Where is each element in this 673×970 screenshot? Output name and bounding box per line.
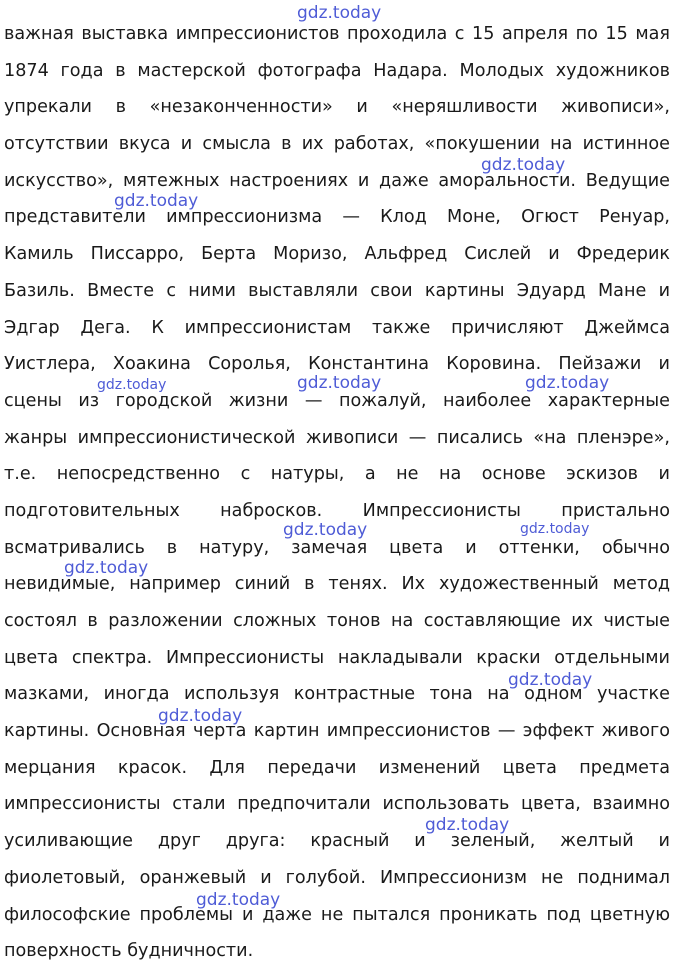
text-line: 1874 года в мастерской фотографа Надара. Молодых художников	[4, 60, 670, 81]
document-text	[4, 16, 670, 970]
text-line: усиливающие друг друга: красный и зеленый, желтый и	[4, 831, 670, 852]
text-line: цвета спектра. Импрессионисты накладывали краски отдельными	[4, 647, 670, 668]
watermark: gdz.today	[283, 520, 368, 540]
watermark: gdz.today	[508, 670, 593, 690]
text-line: жанры импрессионистической живописи — писались «на пленэре»,	[4, 427, 670, 448]
text-line: представители импрессионизма — Клод Моне, Огюст Ренуар,	[4, 207, 670, 228]
text-line: состоял в разложении сложных тонов на составляющие их чистые	[4, 611, 670, 631]
text-line: невидимые, например синий в тенях. Их художественный метод	[4, 574, 670, 595]
text-line: сцены из городской жизни — пожалуй, наиболее характерные	[4, 390, 670, 411]
text-line: поверхность будничности.	[4, 941, 254, 962]
watermark: gdz.today	[297, 373, 382, 393]
watermark: gdz.today	[425, 815, 510, 835]
text-line: мазками, иногда используя контрастные тона на одном участке	[4, 684, 670, 705]
text-line: отсутствии вкуса и смысла в их работах, «покушении на истинное	[4, 134, 670, 155]
text-line: упрекали в «незаконченности» и «неряшливости живописи»,	[4, 97, 670, 118]
text-line: фиолетовый, оранжевый и голубой. Импрессионизм не поднимал	[4, 867, 670, 888]
text-line: картины. Основная черта картин импрессионистов — эффект живого	[4, 721, 670, 742]
text-line: подготовительных набросков. Импрессионисты пристально	[4, 500, 670, 521]
watermark: gdz.today	[520, 521, 590, 537]
text-line: Эдгар Дега. К импрессионистам также причисляют Джеймса	[4, 317, 670, 338]
text-line: философские проблемы и даже не пытался проникать под цветную	[4, 904, 670, 925]
watermark: gdz.today	[158, 706, 243, 726]
watermark: gdz.today	[97, 377, 167, 393]
text-line: важная выставка импрессионистов проходила с 15 апреля по 15 мая	[4, 24, 670, 44]
text-line: всматривались в натуру, замечая цвета и оттенки, обычно	[4, 537, 670, 558]
watermark: gdz.today	[114, 191, 199, 211]
watermark: gdz.today	[297, 3, 382, 23]
watermark: gdz.today	[525, 373, 610, 393]
text-line: Камиль Писсарро, Берта Моризо, Альфред Сислей и Фредерик	[4, 244, 670, 265]
text-line: Базиль. Вместе с ними выставляли свои картины Эдуард Мане и	[4, 280, 670, 301]
text-line: искусство», мятежных настроениях и даже аморальности. Ведущие	[4, 170, 670, 191]
text-line: импрессионисты стали предпочитали использовать цвета, взаимно	[4, 794, 670, 815]
watermark: gdz.today	[64, 558, 149, 578]
watermark: gdz.today	[481, 155, 566, 175]
text-line: т.е. непосредственно с натуры, а не на основе эскизов и	[4, 464, 670, 485]
text-line: Уистлера, Хоакина Соролья, Константина Коровина. Пейзажи и	[4, 354, 670, 375]
watermark: gdz.today	[196, 890, 281, 910]
text-line: мерцания красок. Для передачи изменений цвета предмета	[4, 757, 670, 778]
